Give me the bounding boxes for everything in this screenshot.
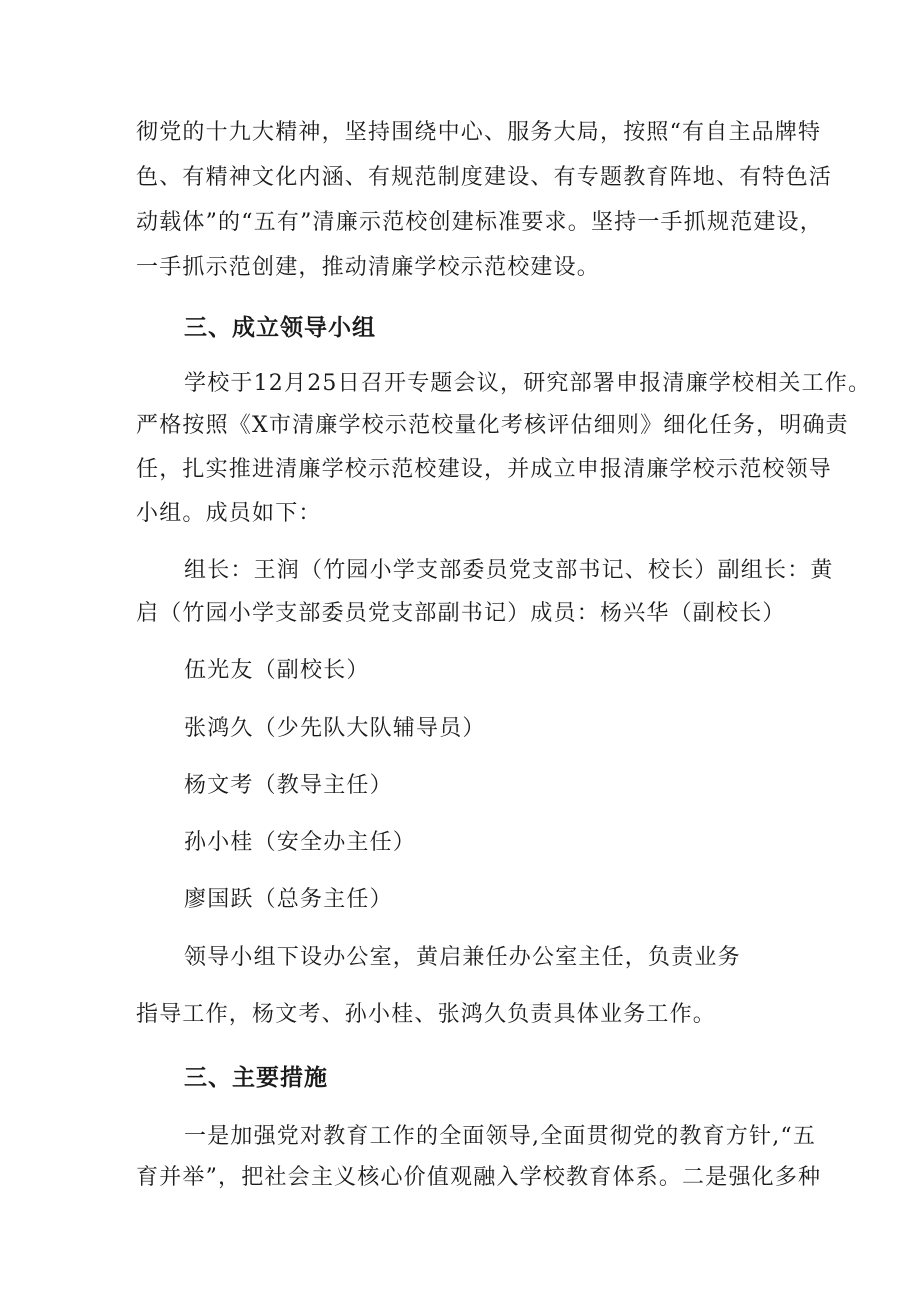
text-line: 严格按照《X市清廉学校示范校量化考核评估细则》细化任务，明确责 — [136, 413, 849, 438]
text-line: 启（竹园小学支部委员党支部副书记）成员：杨兴华（副校长） — [136, 601, 786, 626]
text-line: 组长：王润（竹园小学支部委员党支部书记、校长）副组长：黄 — [184, 558, 834, 583]
text-line: 小组。成员如下： — [136, 501, 322, 526]
text-line: 一是加强党对教育工作的全面领导,全面贯彻党的教育方针,“五 — [184, 1124, 817, 1149]
member-item: 伍光友（副校长） — [184, 658, 370, 683]
text-line: 育并举”，把社会主义核心价值观融入学校教育体系。二是强化多种 — [136, 1165, 822, 1190]
member-item: 孙小桂（安全办主任） — [184, 830, 417, 855]
member-item: 张鸿久（少先队大队辅导员） — [184, 716, 486, 741]
member-item: 廖国跃（总务主任） — [184, 887, 393, 912]
text-line: 彻党的十九大精神，坚持围绕中心、服务大局，按照“有自主品牌特 — [136, 120, 822, 145]
section-heading-leadership-group: 三、成立领导小组 — [184, 315, 376, 341]
text-line: 学校于12月25日召开专题会议，研究部署申报清廉学校相关工作。 — [184, 371, 872, 396]
text-line: 指导工作，杨文考、孙小桂、张鸿久负责具体业务工作。 — [136, 1002, 717, 1027]
section-heading-main-measures: 三、主要措施 — [184, 1065, 328, 1091]
text-line: 色、有精神文化内涵、有规范制度建设、有专题教育阵地、有特色活 — [136, 165, 833, 190]
text-line: 一手抓示范创建，推动清廉学校示范校建设。 — [136, 255, 601, 280]
text-line: 领导小组下设办公室，黄启兼任办公室主任，负责业务 — [184, 945, 741, 970]
text-line: 任，扎实推进清廉学校示范校建设，并成立申报清廉学校示范校领导 — [136, 457, 833, 482]
member-item: 杨文考（教导主任） — [184, 773, 393, 798]
text-line: 动载体”的“五有”清廉示范校创建标准要求。坚持一手抓规范建设， — [136, 210, 823, 235]
